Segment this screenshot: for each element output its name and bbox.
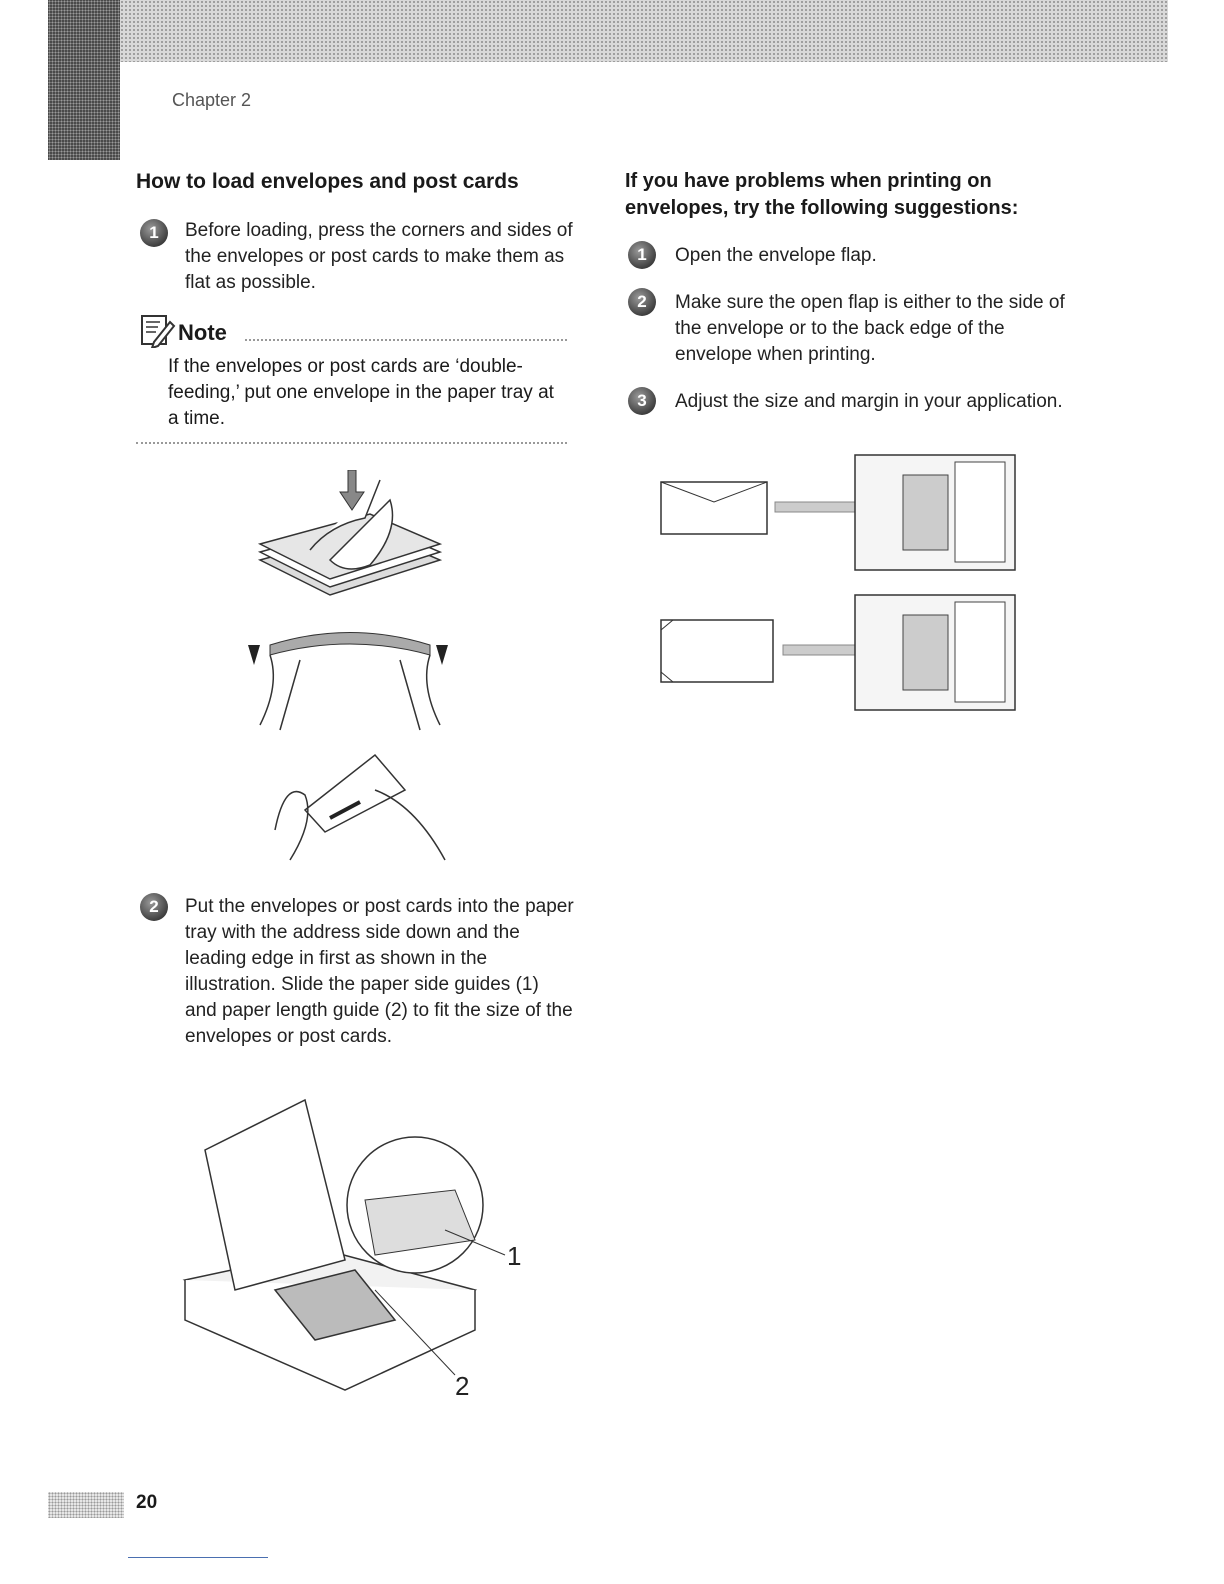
step-number-icon: 3 — [628, 387, 656, 415]
right-step-2-text: Make sure the open flap is either to the side of the envelope or to the back edge of the envelope when printing. — [675, 292, 1065, 365]
step-number-icon: 2 — [628, 288, 656, 316]
step-number-icon: 1 — [140, 219, 168, 247]
smooth-envelope-illustration — [255, 750, 455, 865]
left-step-1-text: Before loading, press the corners and sides of the envelopes or post cards to make them as flat as possible. — [185, 220, 573, 293]
note-text: If the envelopes or post cards are ‘double-feeding,’ put one envelope in the paper tray at a time. — [168, 356, 554, 429]
envelope-orientation-1-illustration — [655, 450, 1025, 575]
page-number-band — [48, 1492, 124, 1518]
note-end-divider — [136, 442, 567, 444]
header-band — [48, 0, 1168, 62]
right-heading: If you have problems when printing on envelopes, try the following suggestions: — [625, 170, 1019, 219]
note-pencil-icon — [140, 312, 176, 348]
callout-1: 1 — [507, 1241, 522, 1271]
footer-rule — [128, 1557, 268, 1558]
right-step-1-text: Open the envelope flap. — [675, 245, 877, 266]
note-label: Note — [178, 320, 227, 345]
press-envelopes-illustration — [250, 470, 450, 610]
note-divider — [245, 339, 567, 341]
chapter-label: Chapter 2 — [172, 90, 252, 110]
page-number: 20 — [136, 1492, 158, 1513]
left-step-2-text: Put the envelopes or post cards into the paper tray with the address side down and the leading edge in first as shown in the illustration. Slide the paper side guides (1) and paper length guide (2) to fit the size of the envelopes or post cards. — [185, 896, 574, 1047]
header-block — [48, 0, 120, 160]
envelope-orientation-2-illustration — [655, 590, 1025, 715]
paper-tray-illustration — [175, 1090, 525, 1410]
left-heading: How to load envelopes and post cards — [136, 170, 519, 193]
bend-envelopes-illustration — [240, 625, 460, 735]
step-number-icon: 1 — [628, 241, 656, 269]
right-step-3-text: Adjust the size and margin in your application. — [675, 391, 1063, 412]
step-number-icon: 2 — [140, 893, 168, 921]
callout-2: 2 — [455, 1371, 470, 1401]
